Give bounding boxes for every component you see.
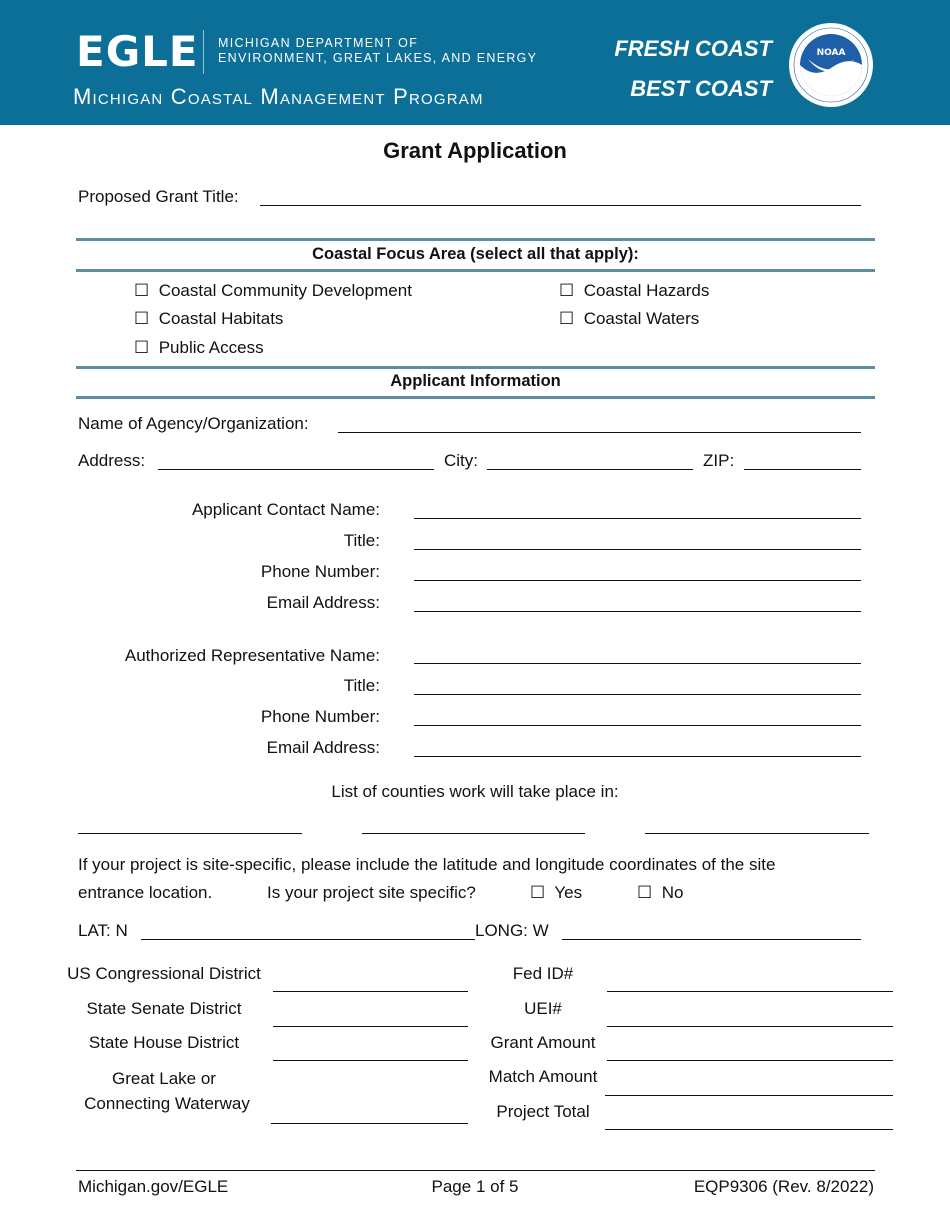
contact-title-label: Title: xyxy=(343,531,380,550)
rep-title-field[interactable] xyxy=(414,694,861,695)
rep-phone-field[interactable] xyxy=(414,725,861,726)
address-label: Address: xyxy=(78,451,146,470)
senate-district-field[interactable] xyxy=(273,1026,468,1027)
match-amount-label: Match Amount xyxy=(488,1067,598,1086)
city-field[interactable] xyxy=(487,469,693,470)
agency-field[interactable] xyxy=(338,432,861,433)
option-coastal-waters[interactable] xyxy=(559,309,699,329)
site-specific-yes[interactable] xyxy=(530,883,582,903)
focus-area-heading: Coastal Focus Area (select all that apply): xyxy=(312,245,639,263)
checkbox-icon[interactable]: ☐ xyxy=(559,309,575,328)
match-amount-field[interactable] xyxy=(605,1095,893,1096)
rep-email-field[interactable] xyxy=(414,756,861,757)
section-rule xyxy=(76,396,875,399)
great-lake-label-line-1: Great Lake or xyxy=(112,1069,216,1088)
latitude-field[interactable] xyxy=(141,939,475,940)
checkbox-icon[interactable]: ☐ xyxy=(134,309,150,328)
option-public-access[interactable] xyxy=(134,338,264,358)
option-coastal-community-development[interactable] xyxy=(134,281,412,301)
applicant-heading: Applicant Information xyxy=(390,372,561,390)
checkbox-icon[interactable]: ☐ xyxy=(134,338,150,357)
grant-amount-label: Grant Amount xyxy=(490,1033,596,1052)
county-field-3[interactable] xyxy=(645,833,869,834)
yes-label: Yes xyxy=(554,883,583,902)
site-instructions-line-1: If your project is site-specific, please include the latitude and longitude coordinates of the site xyxy=(78,855,776,874)
option-label: Coastal Waters xyxy=(583,309,700,328)
uei-field[interactable] xyxy=(607,1026,893,1027)
department-line-2: ENVIRONMENT, GREAT LAKES, AND ENERGY xyxy=(218,51,538,65)
contact-email-label: Email Address: xyxy=(266,593,380,612)
no-label: No xyxy=(661,883,684,902)
county-field-1[interactable] xyxy=(78,833,302,834)
page-title: Grant Application xyxy=(383,138,567,163)
county-field-2[interactable] xyxy=(362,833,585,834)
rep-email-label: Email Address: xyxy=(266,738,380,757)
counties-label: List of counties work will take place in: xyxy=(331,782,619,801)
rep-name-label: Authorized Representative Name: xyxy=(124,646,380,665)
department-name xyxy=(218,36,537,66)
house-district-label: State House District xyxy=(88,1033,240,1052)
option-label: Public Access xyxy=(158,338,264,357)
grant-title-field[interactable] xyxy=(260,205,861,206)
footer-rule xyxy=(76,1170,875,1171)
footer-website: Michigan.gov/EGLE xyxy=(78,1177,229,1196)
option-label: Coastal Habitats xyxy=(158,309,284,328)
contact-name-label: Applicant Contact Name: xyxy=(191,500,380,519)
site-specific-no[interactable] xyxy=(637,883,683,903)
section-rule xyxy=(76,269,875,272)
site-specific-question: Is your project site specific? xyxy=(267,883,476,902)
option-label: Coastal Hazards xyxy=(583,281,710,300)
grant-title-label: Proposed Grant Title: xyxy=(78,187,239,206)
egle-logo: EGLE xyxy=(76,27,199,76)
slogan-line-1: FRESH COAST xyxy=(614,36,772,61)
city-label: City: xyxy=(444,451,478,470)
contact-title-field[interactable] xyxy=(414,549,861,550)
project-total-field[interactable] xyxy=(605,1129,893,1130)
address-field[interactable] xyxy=(158,469,434,470)
rep-phone-label: Phone Number: xyxy=(260,707,380,726)
congressional-district-field[interactable] xyxy=(273,991,468,992)
contact-phone-label: Phone Number: xyxy=(260,562,380,581)
rep-title-label: Title: xyxy=(343,676,380,695)
section-rule xyxy=(76,366,875,369)
fed-id-label: Fed ID# xyxy=(512,964,574,983)
section-rule xyxy=(76,238,875,241)
uei-label: UEI# xyxy=(524,999,562,1018)
checkbox-icon[interactable]: ☐ xyxy=(530,883,546,902)
site-instructions-line-2: entrance location. xyxy=(78,883,213,902)
checkbox-icon[interactable]: ☐ xyxy=(134,281,150,300)
great-lake-field[interactable] xyxy=(271,1123,468,1124)
longitude-label: LONG: W xyxy=(475,921,549,940)
noaa-logo xyxy=(788,22,874,108)
option-coastal-hazards[interactable] xyxy=(559,281,709,301)
footer-form-number: EQP9306 (Rev. 8/2022) xyxy=(693,1177,874,1196)
project-total-label: Project Total xyxy=(496,1102,590,1121)
latitude-label: LAT: N xyxy=(78,921,128,940)
option-label: Coastal Community Development xyxy=(158,281,412,300)
slogan-line-2: BEST COAST xyxy=(630,76,772,101)
department-line-1: MICHIGAN DEPARTMENT OF xyxy=(218,36,419,50)
fed-id-field[interactable] xyxy=(607,991,893,992)
contact-name-field[interactable] xyxy=(414,518,861,519)
senate-district-label: State Senate District xyxy=(86,999,242,1018)
logo-divider xyxy=(203,30,204,74)
grant-amount-field[interactable] xyxy=(607,1060,893,1061)
congressional-district-label: US Congressional District xyxy=(67,964,261,983)
zip-field[interactable] xyxy=(744,469,861,470)
footer-page-number: Page 1 of 5 xyxy=(431,1177,519,1196)
option-coastal-habitats[interactable] xyxy=(134,309,283,329)
contact-phone-field[interactable] xyxy=(414,580,861,581)
zip-label: ZIP: xyxy=(703,451,735,470)
great-lake-label-line-2: Connecting Waterway xyxy=(84,1094,250,1113)
contact-email-field[interactable] xyxy=(414,611,861,612)
rep-name-field[interactable] xyxy=(414,663,861,664)
program-name: Michigan Coastal Management Program xyxy=(73,84,484,109)
longitude-field[interactable] xyxy=(562,939,861,940)
checkbox-icon[interactable]: ☐ xyxy=(637,883,653,902)
noaa-text: NOAA xyxy=(816,48,846,58)
checkbox-icon[interactable]: ☐ xyxy=(559,281,575,300)
house-district-field[interactable] xyxy=(273,1060,468,1061)
agency-label: Name of Agency/Organization: xyxy=(78,414,309,433)
